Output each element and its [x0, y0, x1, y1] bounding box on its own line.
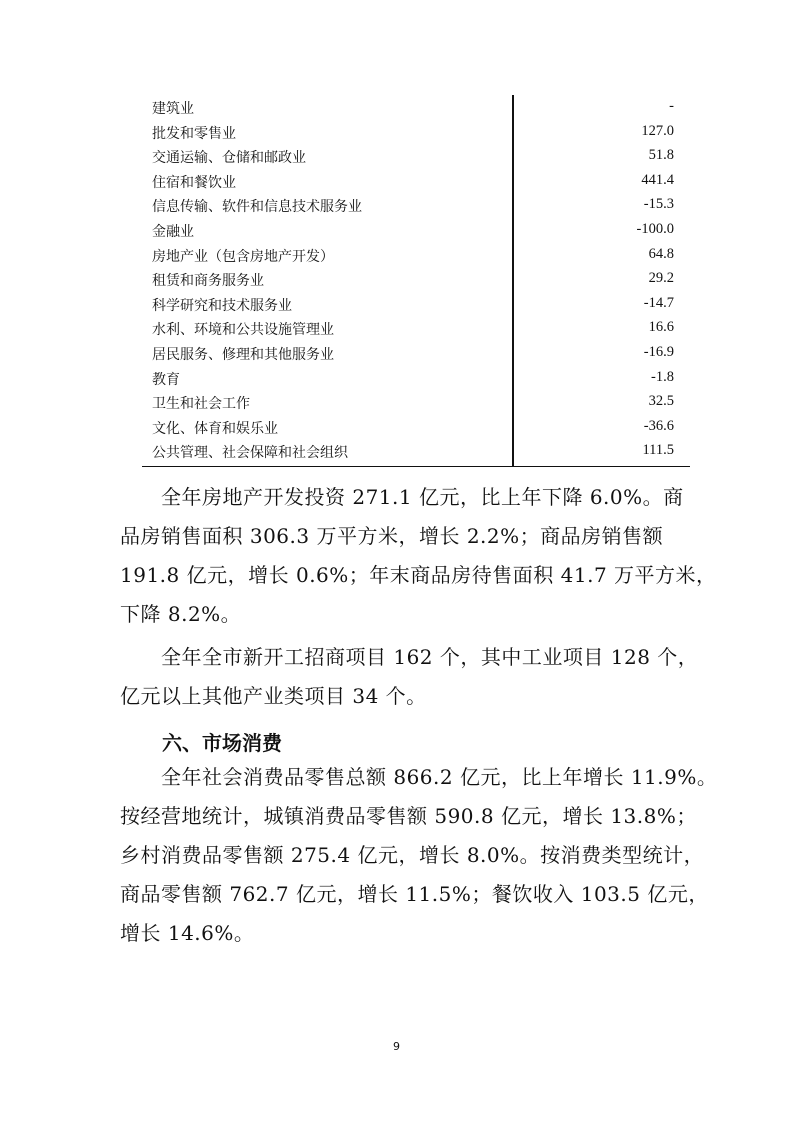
projects-paragraph — [120, 638, 699, 716]
table-row — [142, 292, 690, 317]
table-row — [142, 439, 690, 464]
industry-investment-table — [142, 95, 690, 464]
row-value: -14.7 — [643, 294, 674, 311]
row-label: 卫生和社会工作 — [152, 396, 250, 413]
paragraph-line: 全年房地产开发投资 271.1 亿元，比上年下降 6.0%。商 — [120, 485, 684, 509]
table-row — [142, 144, 690, 169]
row-label: 住宿和餐饮业 — [152, 174, 236, 191]
row-value: -16.9 — [643, 343, 674, 360]
row-value: 64.8 — [648, 245, 674, 262]
row-label: 房地产业（包含房地产开发） — [152, 248, 334, 265]
row-label: 文化、体育和娱乐业 — [152, 420, 278, 437]
row-label: 租赁和商务服务业 — [152, 273, 264, 290]
row-value: -100.0 — [636, 220, 674, 237]
row-value: 16.6 — [648, 319, 674, 336]
row-value: 29.2 — [648, 270, 674, 287]
row-label: 水利、环境和公共设施管理业 — [152, 322, 334, 339]
paragraph-line: 增长 14.6%。 — [120, 921, 255, 945]
paragraph-line: 商品零售额 762.7 亿元，增长 11.5%；餐饮收入 103.5 亿元， — [120, 882, 709, 906]
row-value: - — [669, 98, 674, 114]
section-heading: 六、市场消费 — [162, 731, 282, 755]
paragraph-line: 品房销售面积 306.3 万平方米，增长 2.2%；商品房销售额 — [120, 524, 664, 548]
table-row — [142, 390, 690, 415]
paragraph-line: 亿元以上其他产业类项目 34 个。 — [120, 684, 427, 708]
row-value: 51.8 — [648, 147, 674, 164]
table-row — [142, 120, 690, 145]
table-bottom-rule — [142, 466, 690, 467]
page-number: 9 — [393, 1040, 400, 1053]
row-label: 科学研究和技术服务业 — [152, 297, 292, 314]
row-label: 建筑业 — [152, 101, 194, 117]
table-row — [142, 415, 690, 440]
row-value: 441.4 — [641, 171, 674, 188]
table-row — [142, 267, 690, 292]
paragraph-line: 按经营地统计，城镇消费品零售额 590.8 亿元，增长 13.8%； — [120, 804, 697, 828]
table-row — [142, 169, 690, 194]
paragraph-line: 全年全市新开工招商项目 162 个，其中工业项目 128 个， — [120, 645, 699, 669]
table-row — [142, 218, 690, 243]
row-value: -15.3 — [643, 196, 674, 213]
row-label: 金融业 — [152, 223, 194, 240]
paragraph-line: 下降 8.2%。 — [120, 602, 242, 626]
table-row — [142, 341, 690, 366]
row-label: 教育 — [152, 371, 180, 388]
row-label: 信息传输、软件和信息技术服务业 — [152, 199, 362, 216]
table-row — [142, 366, 690, 391]
table-row — [142, 95, 690, 120]
table-column-divider — [512, 95, 514, 467]
table-row — [142, 193, 690, 218]
row-value: -36.6 — [643, 417, 674, 434]
row-value: -1.8 — [651, 368, 674, 385]
row-value: 111.5 — [642, 442, 674, 459]
table-row — [142, 243, 690, 268]
paragraph-line: 全年社会消费品零售总额 866.2 亿元，比上年增长 11.9%。 — [120, 765, 718, 789]
consumption-paragraph — [120, 758, 718, 953]
row-label: 居民服务、修理和其他服务业 — [152, 346, 334, 363]
row-label: 交通运输、仓储和邮政业 — [152, 150, 306, 167]
row-label: 批发和零售业 — [152, 125, 236, 142]
row-label: 公共管理、社会保障和社会组织 — [152, 445, 348, 462]
paragraph-line: 乡村消费品零售额 275.4 亿元，增长 8.0%。按消费类型统计， — [120, 843, 705, 867]
table-row — [142, 316, 690, 341]
row-value: 32.5 — [648, 393, 674, 410]
real-estate-paragraph — [120, 478, 717, 634]
paragraph-line: 191.8 亿元，增长 0.6%；年末商品房待售面积 41.7 万平方米， — [120, 563, 717, 587]
row-value: 127.0 — [641, 122, 674, 139]
